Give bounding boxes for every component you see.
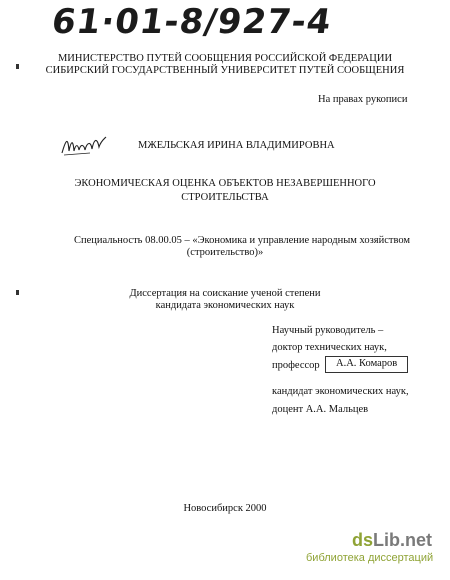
handwritten-signature [60,133,108,159]
ministry-line-2: СИБИРСКИЙ ГОСУДАРСТВЕННЫЙ УНИВЕРСИТЕТ ПУТЕЙ СООБЩЕНИЯ [45,65,405,76]
manuscript-note: На правах рукописи [318,94,408,105]
supervisor-title: профессор [272,360,320,371]
supervisor-name-box: А.А. Комаров [325,356,408,373]
specialty-line-1: Специальность 08.00.05 – «Экономика и управление народным хозяйством [74,235,411,246]
handwritten-catalog-number: 61·01-8/927-4 [49,2,335,42]
dissertation-statement-line-1: Диссертация на соискание ученой степени [129,288,321,299]
city-year: Новосибирск 2000 [183,503,267,514]
specialty-line-2: (строительство)» [186,247,264,258]
ministry-line-1: МИНИСТЕРСТВО ПУТЕЙ СООБЩЕНИЯ РОССИЙСКОЙ ФЕДЕРАЦИИ [57,53,393,64]
watermark-logo-ds: ds [352,530,374,550]
dissertation-title-line-1: ЭКОНОМИЧЕСКАЯ ОЦЕНКА ОБЪЕКТОВ НЕЗАВЕРШЕННОГО [74,178,376,189]
supervisor-label: Научный руководитель – [272,325,384,336]
dissertation-title-line-2: СТРОИТЕЛЬСТВА [181,192,269,203]
cosupervisor-degree: кандидат экономических наук, [272,386,409,397]
watermark-logo [352,530,432,551]
watermark-logo-lib: Lib.net [373,530,433,550]
supervisor-degree: доктор технических наук, [272,342,387,353]
watermark-tagline: библиотека диссертаций [306,552,434,564]
author-name: МЖЕЛЬСКАЯ ИРИНА ВЛАДИМИРОВНА [138,140,335,151]
cosupervisor-line: доцент А.А. Мальцев [272,404,369,415]
dissertation-statement-line-2: кандидата экономических наук [155,300,295,311]
